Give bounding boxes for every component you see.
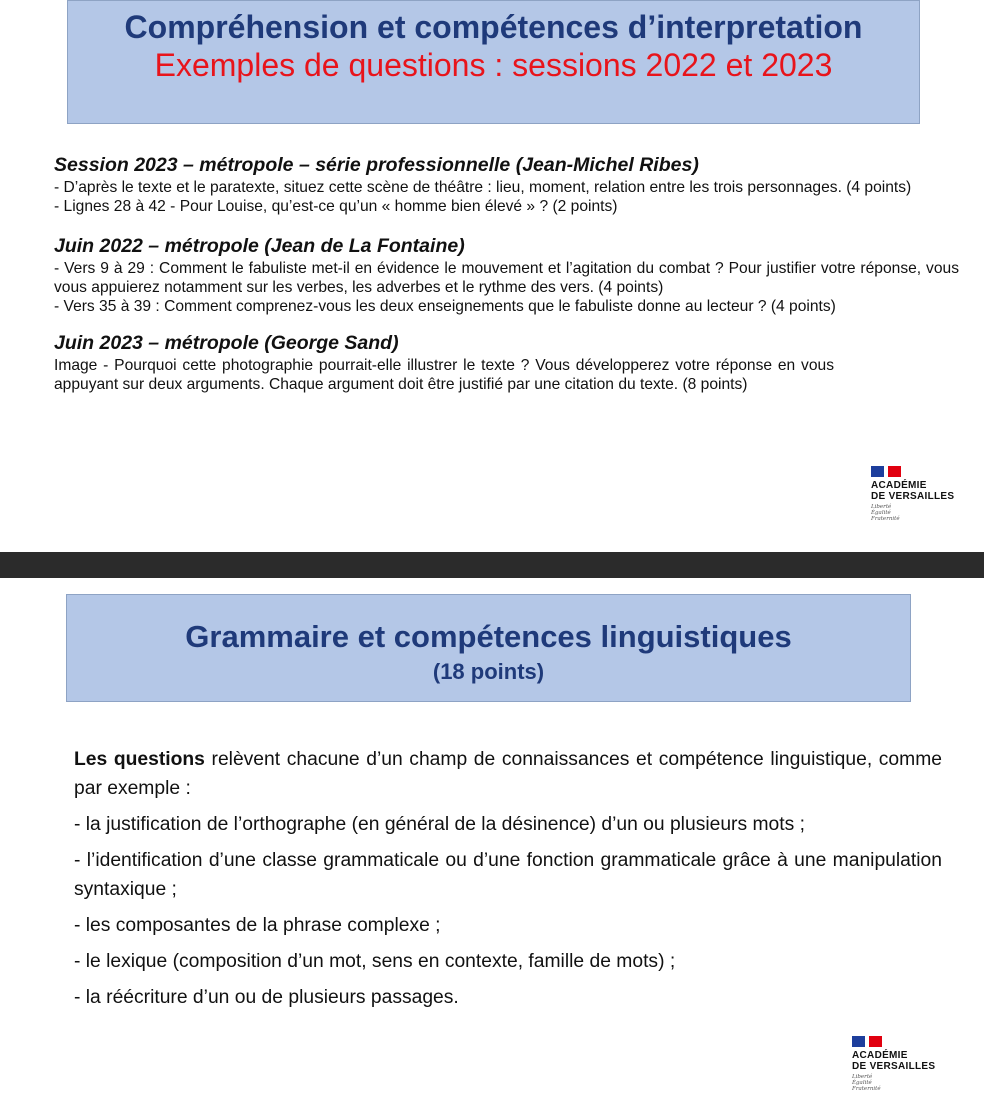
slide-title: Grammaire et compétences linguistiques (185, 619, 792, 654)
logo-motto: Liberté Égalité Fraternité (871, 504, 900, 522)
points-label: (18 points) (432, 659, 545, 684)
list-item: - les composantes de la phrase complexe ; (74, 915, 441, 936)
title-box (66, 594, 911, 702)
title-box (67, 0, 920, 124)
question-text: Image - Pourquoi cette photographie pourrait-elle illustrer le texte ? Vous développerez votre réponse en vous appuyant sur deux arguments. Chaque argument doit être justifié par une citation du texte. (8 points) (54, 357, 834, 393)
republic-flag-icon (871, 466, 901, 477)
grammar-content (74, 745, 942, 1019)
slide-title: Compréhension et compétences d’interpretation (124, 9, 863, 45)
republic-flag-icon (852, 1036, 882, 1047)
section-heading: Juin 2023 – métropole (George Sand) (54, 332, 399, 354)
slide-divider (0, 552, 984, 578)
question-text: - Lignes 28 à 42 - Pour Louise, qu’est-ce qu’un « homme bien élevé » ? (2 points) (54, 198, 618, 215)
question-text: - Vers 9 à 29 : Comment le fabuliste met-il en évidence le mouvement et l’agitation du combat ? Pour justifier votre réponse, vous vous appuierez notamment sur les verbes, les adverbes et le rythme des vers. (4 points) (54, 260, 959, 296)
slide-subtitle: Exemples de questions : sessions 2022 et 2023 (154, 47, 833, 83)
logo-motto: Liberté Égalité Fraternité (852, 1074, 881, 1092)
list-item: - l’identification d’une classe grammaticale ou d’une fonction grammaticale grâce à une manipulation syntaxique ; (74, 850, 942, 900)
list-item: - le lexique (composition d’un mot, sens en contexte, famille de mots) ; (74, 951, 676, 972)
academie-logo: ACADÉMIE DE VERSAILLES Liberté Égalité Fraternité (852, 1036, 962, 1092)
slide-comprehension (0, 0, 984, 552)
question-text: - Vers 35 à 39 : Comment comprenez-vous les deux enseignements que le fabuliste donne au lecteur ? (4 points) (54, 298, 836, 315)
list-item: - la justification de l’orthographe (en général de la désinence) d’un ou plusieurs mots ; (74, 814, 805, 835)
section-heading: Juin 2022 – métropole (Jean de La Fontaine) (54, 235, 465, 257)
academie-logo: ACADÉMIE DE VERSAILLES Liberté Égalité Fraternité (871, 466, 981, 522)
list-item: - la réécriture d’un ou de plusieurs passages. (74, 987, 459, 1008)
intro-paragraph: Les questions relèvent chacune d’un champ de connaissances et compétence linguistique, comme par exemple : (74, 749, 943, 799)
questions-content (54, 152, 959, 394)
slide-grammaire (0, 578, 984, 1117)
section-heading: Session 2023 – métropole – série professionnelle (Jean-Michel Ribes) (54, 154, 699, 176)
question-text: - D’après le texte et le paratexte, situez cette scène de théâtre : lieu, moment, relation entre les trois personnages. (4 points) (54, 179, 912, 196)
